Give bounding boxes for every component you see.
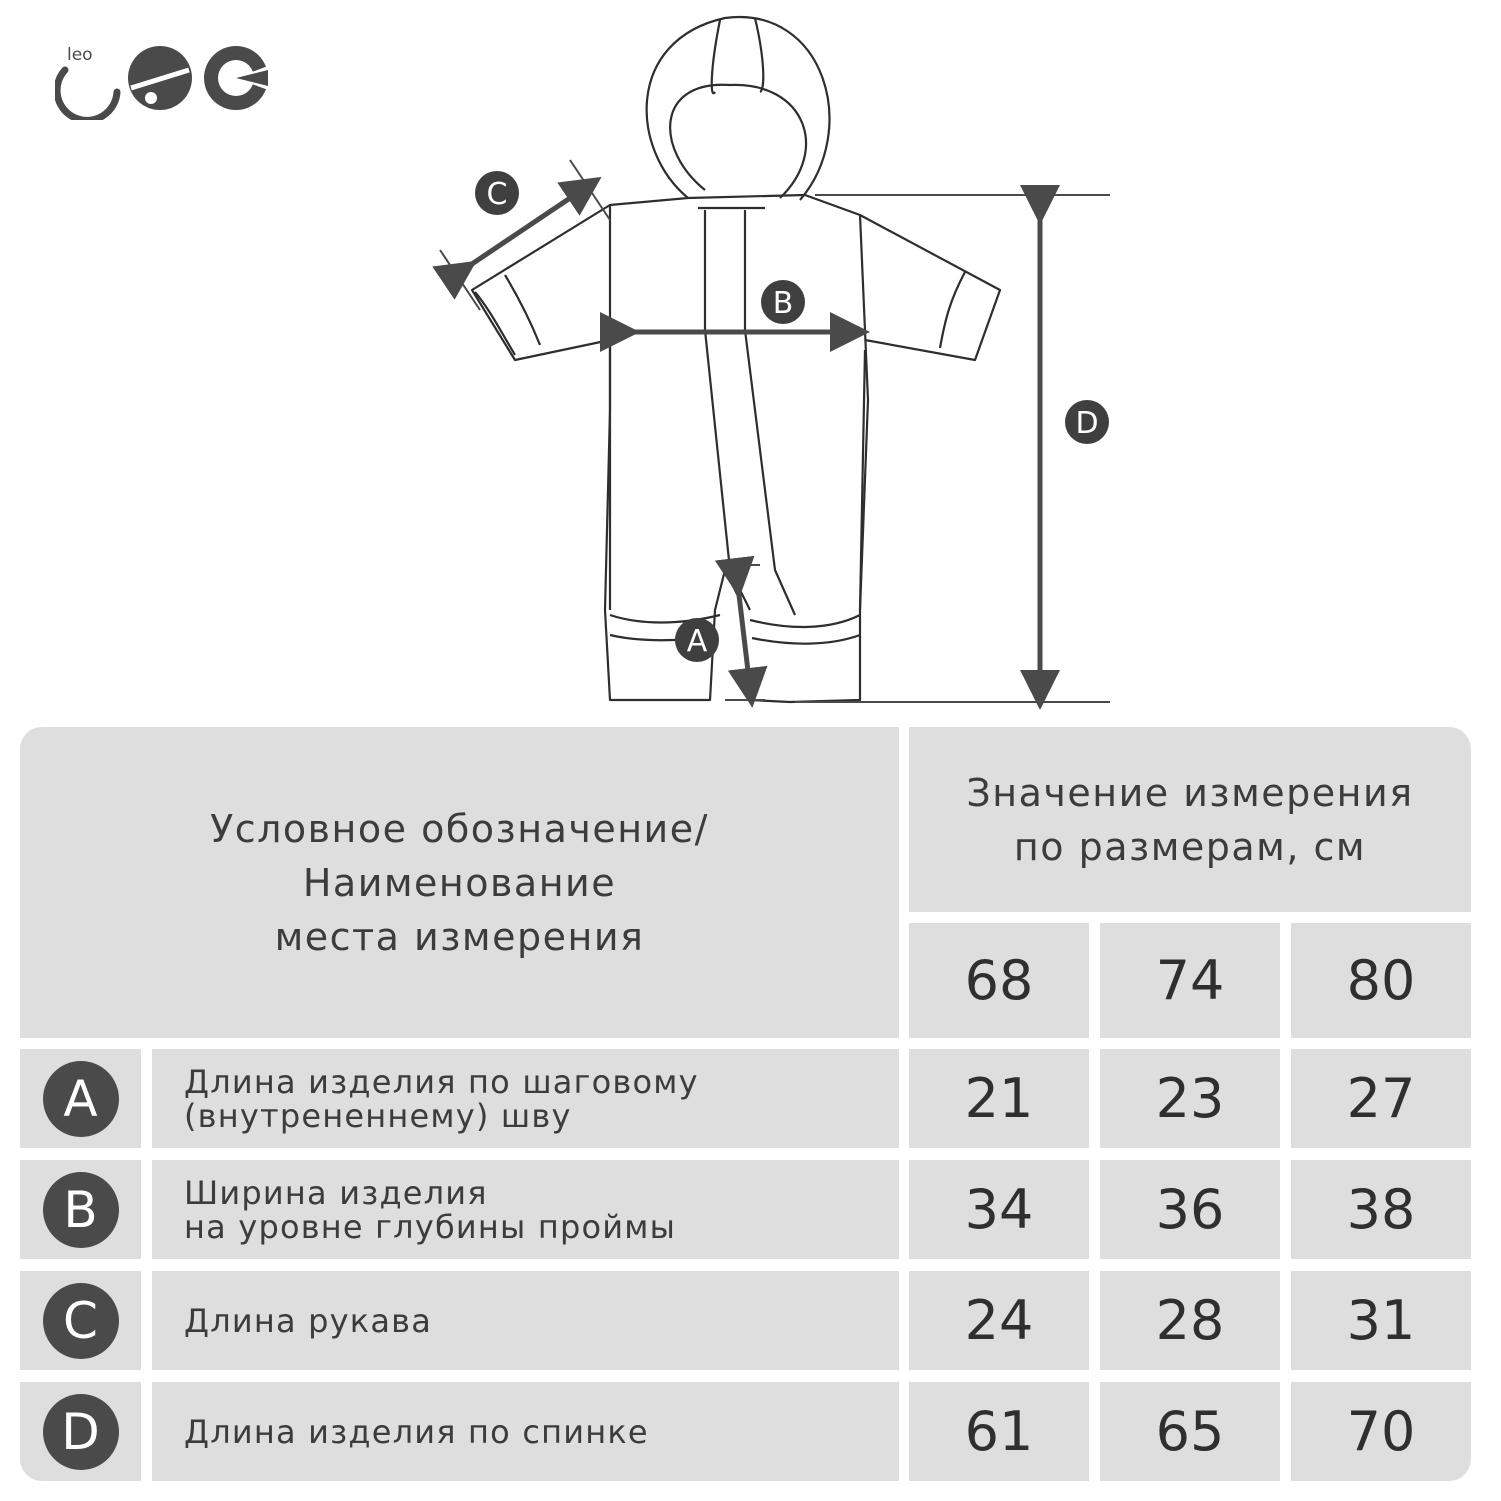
letter-c-badge: C xyxy=(43,1283,119,1359)
label-a: A xyxy=(686,624,708,659)
size-68: 68 xyxy=(909,923,1089,1038)
row-c-value-80: 31 xyxy=(1291,1271,1471,1370)
label-b: B xyxy=(772,286,794,321)
row-a-value-74: 23 xyxy=(1100,1049,1280,1148)
row-c-letter xyxy=(20,1271,141,1370)
row-b-name: Ширина изделия на уровне глубины проймы xyxy=(152,1160,899,1259)
row-d-value-74: 65 xyxy=(1100,1382,1280,1481)
row-a-name: Длина изделия по шаговому (внутрененнему) шву xyxy=(152,1049,899,1148)
row-d-value-80: 70 xyxy=(1291,1382,1471,1481)
row-a-letter xyxy=(20,1049,141,1148)
letter-d-badge: D xyxy=(43,1394,119,1470)
label-d: D xyxy=(1075,406,1099,441)
header-designation: Условное обозначение/ Наименование места измерения xyxy=(20,727,899,1038)
row-d-letter xyxy=(20,1382,141,1481)
row-c-name: Длина рукава xyxy=(152,1271,899,1370)
header-measurement: Значение измерения по размерам, см xyxy=(909,727,1471,912)
row-c-value-74: 28 xyxy=(1100,1271,1280,1370)
letter-b-badge: B xyxy=(43,1172,119,1248)
size-74: 74 xyxy=(1100,923,1280,1038)
row-b-letter xyxy=(20,1160,141,1259)
row-a-value-80: 27 xyxy=(1291,1049,1471,1148)
brand-name: leo xyxy=(67,45,93,65)
row-b-value-68: 34 xyxy=(909,1160,1089,1259)
row-d-name: Длина изделия по спинке xyxy=(152,1382,899,1481)
brand-logo xyxy=(55,40,275,120)
size-80: 80 xyxy=(1291,923,1471,1038)
row-b-value-80: 38 xyxy=(1291,1160,1471,1259)
garment-diagram xyxy=(420,10,1140,710)
letter-a-badge: A xyxy=(43,1061,119,1137)
row-c-value-68: 24 xyxy=(909,1271,1089,1370)
row-a-value-68: 21 xyxy=(909,1049,1089,1148)
row-b-value-74: 36 xyxy=(1100,1160,1280,1259)
row-d-value-68: 61 xyxy=(909,1382,1089,1481)
label-c: C xyxy=(486,177,508,212)
